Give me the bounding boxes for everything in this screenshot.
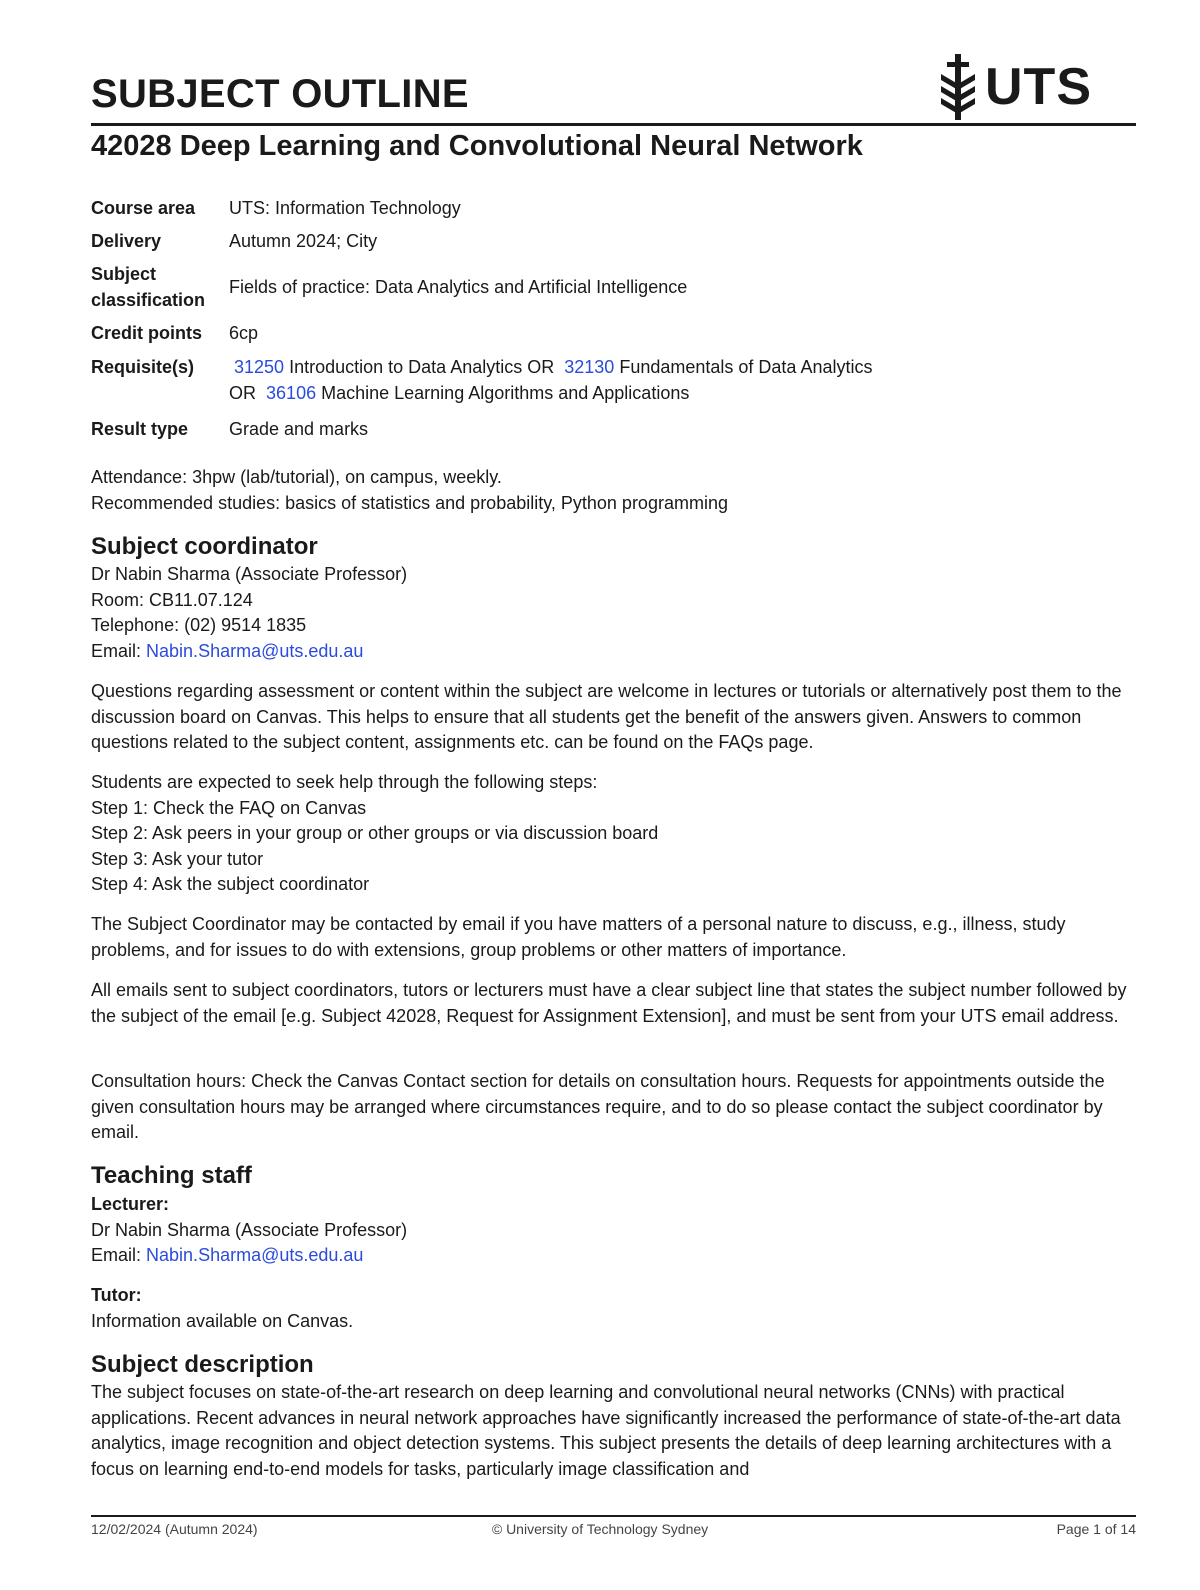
attendance-block [91,465,1136,516]
step-2: Step 2: Ask peers in your group or other groups or via discussion board [91,823,659,844]
requisite-link-32130[interactable]: 32130 [564,357,615,377]
coordinator-details [91,562,1136,664]
requisite-text-1: Introduction to Data Analytics OR [289,357,555,377]
course-area-label: Course area [91,198,196,218]
tutor-info: Information available on Canvas. [91,1310,354,1331]
credit-label: Credit points [91,323,202,343]
uts-logo [937,52,1092,122]
result-type-label: Result type [91,419,189,439]
requisite-text-3: Machine Learning Algorithms and Applications [321,383,690,403]
contact-paragraph: The Subject Coordinator may be contacted by email if you have matters of a personal nature to discuss, e.g., illness, study problems, and for issues to do with extensions, group problems or other matters of importance. [91,914,1066,960]
info-row-requisites [91,350,872,412]
logo-text: UTS [985,58,1092,116]
document-title: SUBJECT OUTLINE [91,72,469,116]
lecturer-name: Dr Nabin Sharma (Associate Professor) [91,1219,408,1240]
info-row-classification [91,258,872,316]
classification-value: Fields of practice: Data Analytics and Artificial Intelligence [229,277,688,297]
lecturer-label: Lecturer: [91,1194,170,1214]
requisite-link-36106[interactable]: 36106 [266,383,317,403]
result-type-value: Grade and marks [229,419,369,439]
help-steps [91,770,1136,898]
subject-description-text: The subject focuses on state-of-the-art research on deep learning and convolutional neural networks (CNNs) with practical applications. Recent advances in neural network approaches have significantly increased the performance of state-of-the-art data analytics, image recognition and object detection systems. This subject presents the details of deep learning architectures with a focus on learning end-to-end models for tasks, particularly image classification and [91,1382,1121,1479]
course-area-value: UTS: Information Technology [229,198,461,218]
classification-label [91,258,229,316]
step-1: Step 1: Check the FAQ on Canvas [91,797,367,818]
requisite-value [229,350,872,412]
header [91,58,1136,122]
emails-paragraph: All emails sent to subject coordinators, tutors or lecturers must have a clear subject line that states the subject number followed by the subject of the email [e.g. Subject 42028, Request for Assignment Extension], and must be sent from your UTS email address. [91,980,1127,1026]
subject-title: 42028 Deep Learning and Convolutional Neural Network [91,130,863,162]
footer-copyright: © University of Technology Sydney [491,1521,709,1537]
consultation-paragraph: Consultation hours: Check the Canvas Contact section for details on consultation hours. Requests for appointments outside the given consultation hours may be arranged where circumstances require, and to do so please contact the subject coordinator by email. [91,1071,1105,1143]
teaching-staff-heading: Teaching staff [91,1162,252,1189]
subject-coordinator-heading: Subject coordinator [91,533,318,560]
credit-value: 6cp [229,323,259,343]
uts-crest-icon [937,54,979,120]
coordinator-room: Room: CB11.07.124 [91,589,253,610]
tutor-label: Tutor: [91,1285,142,1305]
step-3: Step 3: Ask your tutor [91,848,264,869]
tutor-details [91,1283,1136,1334]
info-row-credit [91,316,872,350]
subject-info-table [91,192,872,446]
requisite-or: OR [229,383,256,403]
attendance-text: Attendance: 3hpw (lab/tutorial), on campus, weekly. [91,467,502,487]
requisite-label: Requisite(s) [91,357,195,377]
coordinator-email-label: Email: [91,640,142,661]
questions-paragraph: Questions regarding assessment or content within the subject are welcome in lectures or tutorials or alternatively post them to the discussion board on Canvas. This helps to ensure that all students get the benefit of the answers given. Answers to common questions related to the subject content, assignments etc. can be found on the FAQs page. [91,681,1122,753]
recommended-studies-text: Recommended studies: basics of statistics and probability, Python programming [91,492,728,513]
info-row-course-area [91,192,872,224]
lecturer-email-link[interactable]: Nabin.Sharma@uts.edu.au [146,1245,364,1266]
footer-date: 12/02/2024 (Autumn 2024) [91,1521,258,1537]
lecturer-details [91,1192,1136,1269]
delivery-label: Delivery [91,231,162,251]
info-row-result-type [91,412,872,446]
coordinator-name: Dr Nabin Sharma (Associate Professor) [91,564,408,584]
classification-label-line1: Subject [91,264,157,284]
steps-intro: Students are expected to seek help through the following steps: [91,772,598,792]
footer-page-number: Page 1 of 14 [1056,1521,1136,1537]
delivery-value: Autumn 2024; City [229,231,378,251]
step-4: Step 4: Ask the subject coordinator [91,874,370,895]
classification-label-line2: classification [91,290,206,310]
requisite-text-2: Fundamentals of Data Analytics [619,357,873,377]
coordinator-email-link[interactable]: Nabin.Sharma@uts.edu.au [146,640,364,661]
requisite-link-31250[interactable]: 31250 [234,357,285,377]
header-rule [91,123,1136,126]
subject-description-heading: Subject description [91,1351,314,1378]
coordinator-telephone: Telephone: (02) 9514 1835 [91,615,307,636]
info-row-delivery [91,224,872,258]
footer-rule [91,1515,1136,1517]
lecturer-email-label: Email: [91,1245,142,1266]
